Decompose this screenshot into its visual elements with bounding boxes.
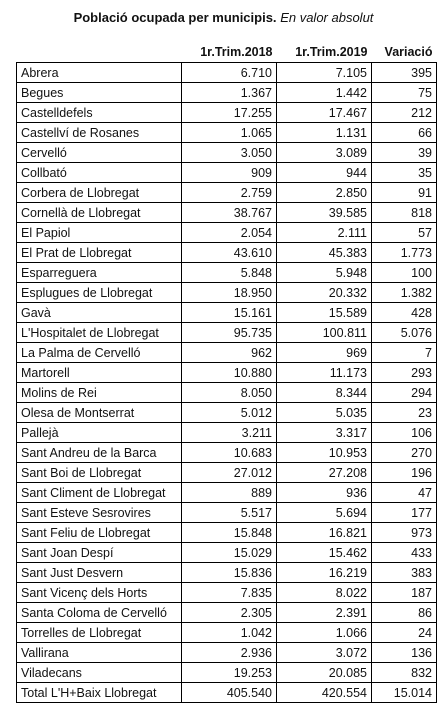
variation-cell: 5.076 bbox=[372, 323, 437, 343]
q1-2019-cell: 5.694 bbox=[277, 503, 372, 523]
table-row bbox=[17, 83, 437, 103]
q1-2018-cell: 38.767 bbox=[182, 203, 277, 223]
municipality-cell: Sant Just Desvern bbox=[17, 563, 182, 583]
header-cell-2019: 1r.Trim.2019 bbox=[277, 42, 372, 63]
variation-cell: 106 bbox=[372, 423, 437, 443]
table-row bbox=[17, 423, 437, 443]
municipality-cell: Sant Andreu de la Barca bbox=[17, 443, 182, 463]
municipality-cell: Sant Esteve Sesrovires bbox=[17, 503, 182, 523]
q1-2018-cell: 5.012 bbox=[182, 403, 277, 423]
q1-2018-cell: 95.735 bbox=[182, 323, 277, 343]
table-row bbox=[17, 183, 437, 203]
q1-2018-cell: 15.029 bbox=[182, 543, 277, 563]
municipality-cell: Molins de Rei bbox=[17, 383, 182, 403]
variation-cell: 196 bbox=[372, 463, 437, 483]
q1-2018-cell: 8.050 bbox=[182, 383, 277, 403]
variation-cell: 433 bbox=[372, 543, 437, 563]
municipality-cell: La Palma de Cervelló bbox=[17, 343, 182, 363]
q1-2019-cell: 5.948 bbox=[277, 263, 372, 283]
q1-2019-cell: 15.462 bbox=[277, 543, 372, 563]
q1-2018-cell: 17.255 bbox=[182, 103, 277, 123]
q1-2019-cell: 10.953 bbox=[277, 443, 372, 463]
q1-2018-cell: 19.253 bbox=[182, 663, 277, 683]
q1-2019-cell: 936 bbox=[277, 483, 372, 503]
q1-2018-cell: 2.054 bbox=[182, 223, 277, 243]
municipality-cell: Martorell bbox=[17, 363, 182, 383]
q1-2018-cell: 1.367 bbox=[182, 83, 277, 103]
header-cell-municipality bbox=[17, 42, 182, 63]
table-row bbox=[17, 563, 437, 583]
municipality-cell: Pallejà bbox=[17, 423, 182, 443]
municipality-cell: Cervelló bbox=[17, 143, 182, 163]
municipality-cell: Collbató bbox=[17, 163, 182, 183]
q1-2019-cell: 944 bbox=[277, 163, 372, 183]
municipality-cell: Corbera de Llobregat bbox=[17, 183, 182, 203]
table-row bbox=[17, 663, 437, 683]
table-row bbox=[17, 63, 437, 83]
q1-2019-cell: 8.344 bbox=[277, 383, 372, 403]
variation-cell: 270 bbox=[372, 443, 437, 463]
variation-cell: 187 bbox=[372, 583, 437, 603]
variation-cell: 24 bbox=[372, 623, 437, 643]
q1-2018-cell: 7.835 bbox=[182, 583, 277, 603]
variation-cell: 66 bbox=[372, 123, 437, 143]
variation-cell: 136 bbox=[372, 643, 437, 663]
variation-cell: 1.773 bbox=[372, 243, 437, 263]
table-row bbox=[17, 363, 437, 383]
q1-2018-cell: 10.880 bbox=[182, 363, 277, 383]
q1-2019-cell: 1.131 bbox=[277, 123, 372, 143]
q1-2019-cell: 3.317 bbox=[277, 423, 372, 443]
table-row bbox=[17, 103, 437, 123]
municipality-cell: El Papiol bbox=[17, 223, 182, 243]
table-row bbox=[17, 523, 437, 543]
variation-cell: 818 bbox=[372, 203, 437, 223]
q1-2018-cell: 5.848 bbox=[182, 263, 277, 283]
title-bold: Població ocupada per municipis. bbox=[73, 10, 277, 25]
q1-2019-cell: 11.173 bbox=[277, 363, 372, 383]
table-body bbox=[17, 63, 437, 703]
table-row bbox=[17, 403, 437, 423]
municipality-cell: Cornellà de Llobregat bbox=[17, 203, 182, 223]
table-row bbox=[17, 583, 437, 603]
q1-2018-cell: 15.836 bbox=[182, 563, 277, 583]
variation-cell: 293 bbox=[372, 363, 437, 383]
q1-2019-cell: 39.585 bbox=[277, 203, 372, 223]
municipality-cell: Olesa de Montserrat bbox=[17, 403, 182, 423]
q1-2019-cell: 3.072 bbox=[277, 643, 372, 663]
municipality-cell: Gavà bbox=[17, 303, 182, 323]
q1-2018-cell: 10.683 bbox=[182, 443, 277, 463]
variation-cell: 1.382 bbox=[372, 283, 437, 303]
variation-cell: 23 bbox=[372, 403, 437, 423]
total-municipality-cell: Total L'H+Baix Llobregat bbox=[17, 683, 182, 703]
municipality-cell: Esplugues de Llobregat bbox=[17, 283, 182, 303]
municipality-cell: L'Hospitalet de Llobregat bbox=[17, 323, 182, 343]
table-row bbox=[17, 623, 437, 643]
q1-2018-cell: 1.065 bbox=[182, 123, 277, 143]
q1-2018-cell: 15.848 bbox=[182, 523, 277, 543]
q1-2019-cell: 2.111 bbox=[277, 223, 372, 243]
q1-2019-cell: 2.850 bbox=[277, 183, 372, 203]
q1-2018-cell: 3.050 bbox=[182, 143, 277, 163]
table-row bbox=[17, 463, 437, 483]
table-row bbox=[17, 203, 437, 223]
municipality-cell: Castellví de Rosanes bbox=[17, 123, 182, 143]
table-row bbox=[17, 163, 437, 183]
municipality-cell: Sant Boi de Llobregat bbox=[17, 463, 182, 483]
employment-table bbox=[16, 42, 437, 703]
q1-2018-cell: 3.211 bbox=[182, 423, 277, 443]
table-row bbox=[17, 263, 437, 283]
variation-cell: 75 bbox=[372, 83, 437, 103]
title-italic: En valor absolut bbox=[280, 10, 374, 25]
q1-2019-cell: 969 bbox=[277, 343, 372, 363]
municipality-cell: Santa Coloma de Cervelló bbox=[17, 603, 182, 623]
variation-cell: 212 bbox=[372, 103, 437, 123]
municipality-cell: Torrelles de Llobregat bbox=[17, 623, 182, 643]
q1-2018-cell: 15.161 bbox=[182, 303, 277, 323]
q1-2018-cell: 909 bbox=[182, 163, 277, 183]
variation-cell: 973 bbox=[372, 523, 437, 543]
q1-2018-cell: 18.950 bbox=[182, 283, 277, 303]
table-row bbox=[17, 483, 437, 503]
q1-2019-cell: 20.332 bbox=[277, 283, 372, 303]
q1-2019-cell: 2.391 bbox=[277, 603, 372, 623]
municipality-cell: Viladecans bbox=[17, 663, 182, 683]
table-title bbox=[0, 9, 447, 27]
q1-2019-cell: 100.811 bbox=[277, 323, 372, 343]
q1-2019-cell: 16.821 bbox=[277, 523, 372, 543]
municipality-cell: Sant Vicenç dels Horts bbox=[17, 583, 182, 603]
variation-cell: 383 bbox=[372, 563, 437, 583]
municipality-cell: Sant Feliu de Llobregat bbox=[17, 523, 182, 543]
header-cell-2018: 1r.Trim.2018 bbox=[182, 42, 277, 63]
total-q1-2019-cell: 420.554 bbox=[277, 683, 372, 703]
q1-2019-cell: 20.085 bbox=[277, 663, 372, 683]
q1-2018-cell: 5.517 bbox=[182, 503, 277, 523]
municipality-cell: El Prat de Llobregat bbox=[17, 243, 182, 263]
q1-2018-cell: 43.610 bbox=[182, 243, 277, 263]
table-row bbox=[17, 543, 437, 563]
q1-2019-cell: 1.442 bbox=[277, 83, 372, 103]
table-row bbox=[17, 223, 437, 243]
q1-2019-cell: 5.035 bbox=[277, 403, 372, 423]
q1-2019-cell: 16.219 bbox=[277, 563, 372, 583]
q1-2018-cell: 6.710 bbox=[182, 63, 277, 83]
q1-2019-cell: 8.022 bbox=[277, 583, 372, 603]
municipality-cell: Sant Joan Despí bbox=[17, 543, 182, 563]
q1-2018-cell: 889 bbox=[182, 483, 277, 503]
variation-cell: 428 bbox=[372, 303, 437, 323]
table-row bbox=[17, 323, 437, 343]
variation-cell: 7 bbox=[372, 343, 437, 363]
variation-cell: 91 bbox=[372, 183, 437, 203]
municipality-cell: Abrera bbox=[17, 63, 182, 83]
municipality-cell: Castelldefels bbox=[17, 103, 182, 123]
q1-2018-cell: 2.305 bbox=[182, 603, 277, 623]
table-row bbox=[17, 443, 437, 463]
variation-cell: 39 bbox=[372, 143, 437, 163]
table-row bbox=[17, 503, 437, 523]
q1-2018-cell: 962 bbox=[182, 343, 277, 363]
table-row bbox=[17, 383, 437, 403]
q1-2018-cell: 2.759 bbox=[182, 183, 277, 203]
table-row bbox=[17, 643, 437, 663]
variation-cell: 35 bbox=[372, 163, 437, 183]
q1-2019-cell: 45.383 bbox=[277, 243, 372, 263]
variation-cell: 832 bbox=[372, 663, 437, 683]
q1-2018-cell: 1.042 bbox=[182, 623, 277, 643]
municipality-cell: Sant Climent de Llobregat bbox=[17, 483, 182, 503]
header-row bbox=[17, 42, 437, 63]
q1-2019-cell: 17.467 bbox=[277, 103, 372, 123]
variation-cell: 100 bbox=[372, 263, 437, 283]
table-row bbox=[17, 243, 437, 263]
table-row bbox=[17, 343, 437, 363]
variation-cell: 395 bbox=[372, 63, 437, 83]
q1-2019-cell: 15.589 bbox=[277, 303, 372, 323]
table-row bbox=[17, 123, 437, 143]
q1-2019-cell: 7.105 bbox=[277, 63, 372, 83]
q1-2019-cell: 3.089 bbox=[277, 143, 372, 163]
variation-cell: 177 bbox=[372, 503, 437, 523]
municipality-cell: Begues bbox=[17, 83, 182, 103]
table-row bbox=[17, 283, 437, 303]
variation-cell: 57 bbox=[372, 223, 437, 243]
q1-2018-cell: 27.012 bbox=[182, 463, 277, 483]
total-q1-2018-cell: 405.540 bbox=[182, 683, 277, 703]
q1-2019-cell: 1.066 bbox=[277, 623, 372, 643]
variation-cell: 294 bbox=[372, 383, 437, 403]
q1-2019-cell: 27.208 bbox=[277, 463, 372, 483]
table-row bbox=[17, 303, 437, 323]
municipality-cell: Vallirana bbox=[17, 643, 182, 663]
variation-cell: 86 bbox=[372, 603, 437, 623]
total-row bbox=[17, 683, 437, 703]
total-variation-cell: 15.014 bbox=[372, 683, 437, 703]
table-row bbox=[17, 603, 437, 623]
municipality-cell: Esparreguera bbox=[17, 263, 182, 283]
q1-2018-cell: 2.936 bbox=[182, 643, 277, 663]
variation-cell: 47 bbox=[372, 483, 437, 503]
table-row bbox=[17, 143, 437, 163]
header-cell-variation: Variació bbox=[372, 42, 437, 63]
